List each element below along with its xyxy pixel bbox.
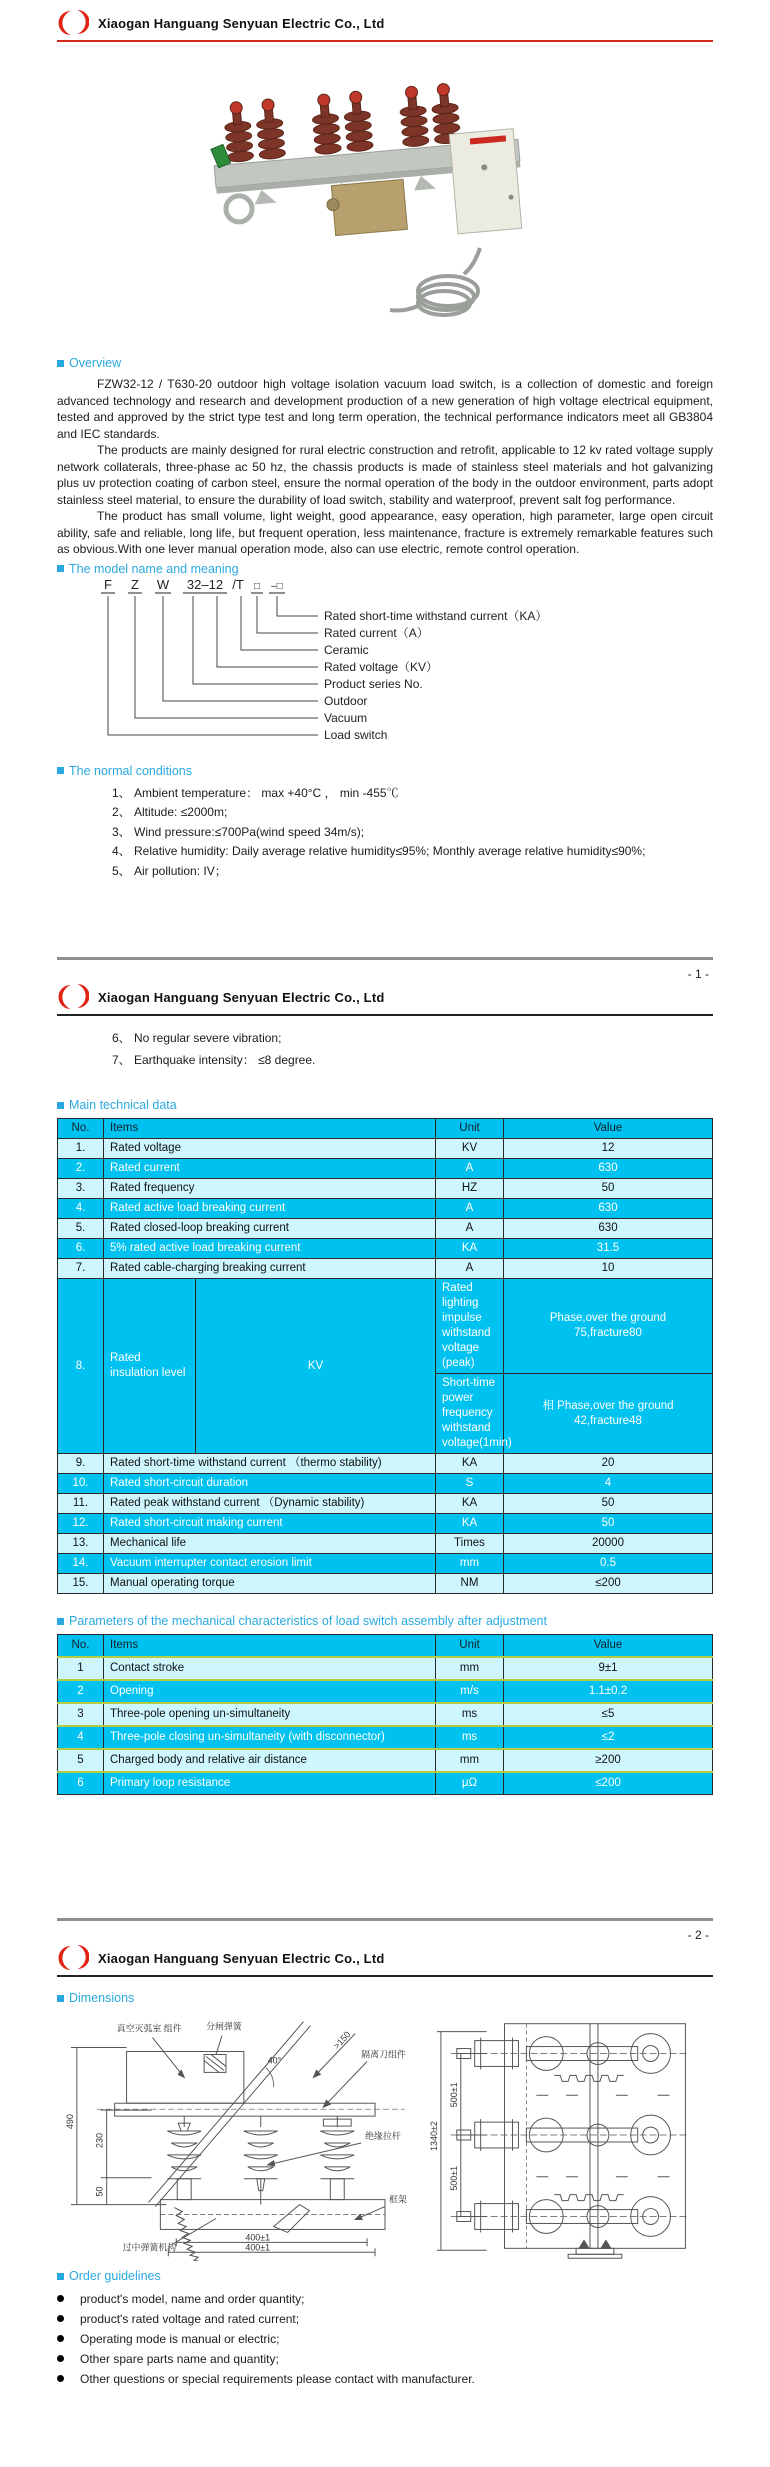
col-header-value: Value [504,1635,713,1658]
model-code-part: F [104,576,112,592]
drawing-dim-50: 50 [94,2186,105,2197]
table-header-row [58,1119,713,1139]
plan-view-drawing [427,2015,713,2261]
section-bullet-icon [57,2273,64,2280]
condition-item: 3、 Wind pressure:≤700Pa(wind speed 34m/s); [112,824,365,839]
condition-item: 7、 Earthquake intensity： ≤8 degree. [112,1053,316,1067]
company-logo-icon [57,9,89,37]
section-bullet-icon [57,767,64,774]
page-header [57,0,713,42]
product-photo [57,42,713,344]
col-header-no: No. [58,1635,104,1658]
table-row: 5. Rated closed-loop breaking current A 630 [58,1219,713,1239]
model-label: Rated voltage（KV） [324,659,439,674]
drawing-dim-1340: 1340±2 [428,2121,439,2151]
drawing-dim-230: 230 [94,2133,105,2148]
front-view-drawing [57,2015,421,2261]
drawing-label-frame: 框架 [388,2194,407,2205]
model-code-part: □ [253,580,261,592]
table-row: 15. Manual operating torque NM ≤200 [58,1574,713,1594]
drawing-label-mechanism: 过中弹簧机构 [122,2242,177,2253]
table-row: 2 Opening m/s 1.1±0.2 [58,1680,713,1703]
section-mechanical-parameters [57,1614,713,1628]
product-photo-illustration [180,48,590,344]
condition-item: 6、 No regular severe vibration; [112,1031,282,1045]
section-title: Overview [69,356,122,370]
main-technical-data-table [57,1118,713,1594]
row8-value2: 相 Phase,over the ground 42,fracture48 [542,1399,674,1427]
model-label: Load switch [324,727,388,742]
section-title: Main technical data [69,1098,177,1112]
section-title: Dimensions [69,1991,135,2005]
row8-no: 8. [58,1279,104,1453]
overview-paragraph: The product has small volume, light weight, good appearance, easy operation, high parameter, large open circuit ability, safe and reliable, long life, but frequent operation, less maintenance, fracture is extremely remarkable features such as obvious.With one lever manual operation mode, also can use electric, remote control operation. [57,509,713,556]
page-1 [0,0,770,957]
col-header-unit: Unit [436,1119,504,1139]
order-item: Operating mode is manual or electric; [57,2329,713,2349]
page-header [57,983,713,1016]
order-item: product's rated voltage and rated current; [57,2309,713,2329]
model-label: Outdoor [324,693,368,708]
page-header [57,1944,713,1977]
condition-item: 1、 Ambient temperature： max +40°C ， min -455℃ [112,785,399,800]
bullet-icon [57,2335,64,2342]
drawing-label-knife: 隔离刀组件 [361,2049,406,2060]
drawing-dim-400a: 400±1 [245,2232,271,2243]
table-header-row [58,1635,713,1658]
company-logo-icon [57,1944,89,1972]
page-number: - 1 - [687,967,709,981]
table-row: 2. Rated current A 630 [58,1159,713,1179]
condition-item: 4、 Relative humidity: Daily average relative humidity≤95%; Monthly average relative humidity≤90%; [112,844,646,858]
table-row: 12. Rated short-circuit making current KA 50 [58,1514,713,1534]
bullet-icon [57,2355,64,2362]
table-row: 3 Three-pole opening un-simultaneity ms ≤5 [58,1703,713,1726]
table-row: 4. Rated active load breaking current A 630 [58,1199,713,1219]
table-row: 3. Rated frequency HZ 50 [58,1179,713,1199]
drawing-clearance-label: >150 [331,2029,353,2051]
model-label: Vacuum [324,710,368,725]
bullet-icon [57,2375,64,2382]
page-2 [0,957,770,1918]
col-header-value: Value [504,1119,713,1139]
page-3 [0,1918,770,2467]
drawing-label-rod: 绝缘拉杆 [365,2130,401,2141]
row8-value1: Phase,over the ground 75,fracture80 [504,1279,712,1374]
section-bullet-icon [57,565,64,572]
drawing-dim-500b: 500±1 [448,2165,459,2191]
col-header-unit: Unit [436,1635,504,1658]
table-row: 10. Rated short-circuit duration S 4 [58,1474,713,1494]
model-label: Rated short-time withstand current（KA） [324,608,548,623]
row8-item1: Rated lighting impulse withstand voltage (peak) [436,1279,504,1374]
mechanical-parameters-table [57,1634,713,1795]
table-row: 9. Rated short-time withstand current （thermo stability) KA 20 [58,1454,713,1474]
bullet-icon [57,2295,64,2302]
model-meaning-diagram [75,576,715,762]
condition-item: 5、 Air pollution: IV； [112,863,227,878]
model-code-part: W [156,576,170,592]
order-item: Other questions or special requirements please contact with manufacturer. [57,2369,713,2389]
drawing-label-interrupter: 真空灭弧室 组件 [116,2023,182,2034]
page-number: - 2 - [687,1928,709,1942]
company-logo-icon [57,983,89,1011]
table-row: 6 Primary loop resistance μΩ ≤200 [58,1772,713,1795]
bullet-icon [57,2315,64,2322]
section-order-guidelines [57,2269,713,2283]
dimension-drawings [57,2015,713,2261]
section-bullet-icon [57,1995,64,2002]
table-row: 1 Contact stroke mm 9±1 [58,1657,713,1680]
section-overview [57,356,713,370]
drawing-angle-label: 40° [267,2055,282,2066]
table-row: 1. Rated voltage KV 12 [58,1139,713,1159]
table-row: 5 Charged body and relative air distance mm ≥200 [58,1749,713,1772]
table-row: 6. 5% rated active load breaking current KA 31.5 [58,1239,713,1259]
section-bullet-icon [57,360,64,367]
drawing-dim-400b: 400±1 [245,2242,271,2253]
overview-paragraph: The products are mainly designed for rural electric construction and retrofit, applicable to 12 kv rated voltage supply network collaterals, three-phase ac 50 hz, the chassis products is made of stainless steel materials and hot galvanizing plus uv protection coating of carbon steel, ensure the normal operation of the body in the outdoor environment, parts adopt stainless steel material, to ensure the durability of load switch, stability and waterproof, prevent salt fog performance. [57,443,713,507]
model-label: Ceramic [324,642,369,657]
table-row: 11. Rated peak withstand current （Dynamic stability) KA 50 [58,1494,713,1514]
section-title: Parameters of the mechanical characteristics of load switch assembly after adjustment [69,1614,547,1628]
row8-item2: Short-time power frequency withstand voltage(1min) [436,1374,504,1453]
section-bullet-icon [57,1618,64,1625]
col-header-items: Items [104,1119,436,1139]
section-main-technical-data [57,1098,713,1112]
model-code-part: Z [131,576,139,592]
col-header-no: No. [58,1119,104,1139]
section-bullet-icon [57,1102,64,1109]
section-title: The normal conditions [69,763,192,778]
table-row-insulation-level [58,1279,713,1454]
drawing-dim-500a: 500±1 [448,2082,459,2108]
drawing-dim-490: 490 [64,2114,75,2130]
col-header-items: Items [104,1635,436,1658]
section-dimensions [57,1991,713,2005]
model-code-part: /T [232,576,244,592]
table-row: 7. Rated cable-charging breaking current A 10 [58,1259,713,1279]
company-name: Xiaogan Hanguang Senyuan Electric Co., Ltd [98,15,385,31]
section-title: The model name and meaning [69,561,239,576]
table-row: 14. Vacuum interrupter contact erosion limit mm 0.5 [58,1554,713,1574]
row8-label: Rated insulation level [104,1279,196,1453]
table-row: 13. Mechanical life Times 20000 [58,1534,713,1554]
condition-item: 2、 Altitude: ≤2000m; [112,805,228,819]
model-code-part: 32–12 [186,576,224,592]
section-normal-conditions [57,764,713,778]
model-code-part: –□ [271,580,283,592]
company-name: Xiaogan Hanguang Senyuan Electric Co., Ltd [98,989,385,1005]
order-item: Other spare parts name and quantity; [57,2349,713,2369]
row8-unit: KV [196,1279,436,1453]
section-title: Order guidelines [69,2269,161,2283]
drawing-label-spring: 分闸弹簧 [206,2021,242,2032]
model-label: Rated current（A） [324,625,429,640]
model-label: Product series No. [324,676,423,691]
section-model-name [57,562,713,576]
table-row: 4 Three-pole closing un-simultaneity (with disconnector) ms ≤2 [58,1726,713,1749]
company-name: Xiaogan Hanguang Senyuan Electric Co., Ltd [98,1950,385,1966]
overview-paragraph: FZW32-12 / T630-20 outdoor high voltage isolation vacuum load switch, is a collection of domestic and foreign advanced technology and research and development production of a new generation of high voltage electrical equipment, tested and approved by the strict type test and long term operation, the technical performance indicators meet all GB3804 and IEC standards. [57,377,713,441]
order-item: product's model, name and order quantity; [57,2289,713,2309]
